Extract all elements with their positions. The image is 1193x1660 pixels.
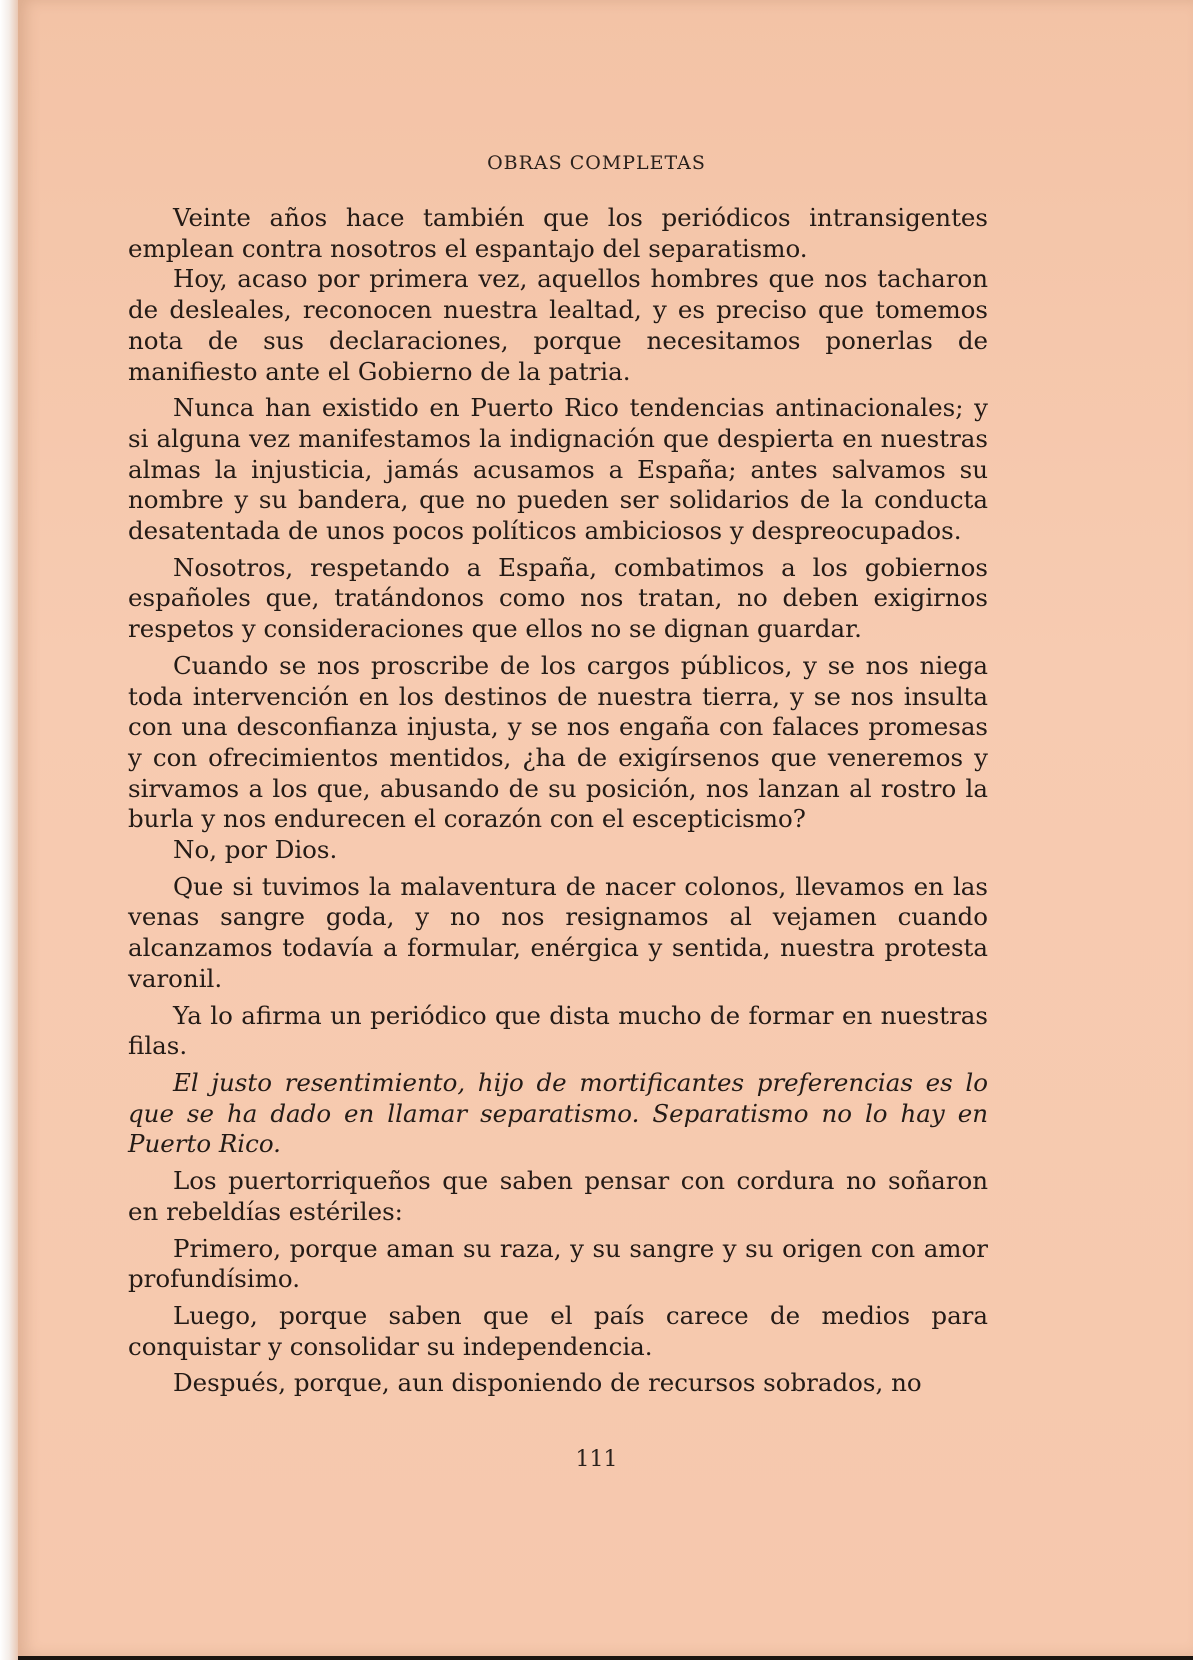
paragraph: Luego, porque saben que el país carece de medios para conquistar y consolidar su independencia. [128,1300,988,1361]
page-number: 111 [575,1447,618,1472]
paragraph: No, por Dios. [173,835,338,865]
paragraph: Nosotros, respetando a España, combatimos a los gobiernos españoles que, tratándonos como nos tratan, no deben exigirnos respetos y consideraciones que ellos no se dignan guardar. [128,552,988,644]
paragraph: Ya lo afirma un periódico que dista mucho de formar en nuestras filas. [128,1000,988,1061]
paragraph: Hoy, acaso por primera vez, aquellos hombres que nos tacharon de desleales, reconocen nuestra lealtad, y es preciso que tomemos nota de sus declaraciones, porque necesitamos ponerlas de manifiesto ante el Gobierno de la patria. [128,264,988,386]
paragraph: Primero, porque aman su raza, y su sangre y su origen con amor profundísimo. [128,1233,988,1294]
paragraph: Los puertorriqueños que saben pensar con cordura no soñaron en rebeldías estériles: [128,1166,988,1226]
paragraph: Nunca han existido en Puerto Rico tendencias antinacionales; y si alguna vez manifestamos la indignación que despierta en nuestras almas la injusticia, jamás acusamos a España; antes salvamos su nombre y su bandera, que no pueden ser solidarios de la conducta desatentada de unos pocos políticos ambiciosos y despreocupados. [128,393,988,546]
quoted-paragraph: El justo resentimiento, hijo de mortificantes preferencias es lo que se ha dado en llamar separatismo. Separatismo no lo hay en Puerto Rico. [128,1067,988,1159]
running-head: OBRAS COMPLETAS [487,152,706,174]
paragraph: Que si tuvimos la malaventura de nacer colonos, llevamos en las venas sangre goda, y no nos resignamos al vejamen cuando alcanzamos todavía a formular, enérgica y sentida, nuestra protesta varonil. [128,871,988,993]
paragraph: Veinte años hace también que los periódicos intransigentes emplean contra nosotros el espantajo del separatismo. [128,203,988,263]
paragraph: Cuando se nos proscribe de los cargos públicos, y se nos niega toda intervención en los destinos de nuestra tierra, y se nos insulta con una desconfianza injusta, y se nos engaña con falaces promesas y con ofrecimientos mentidos, ¿ha de exigírsenos que veneremos y sirvamos a los que, abusando de su posición, nos lanzan al rostro la burla y nos endurecen el corazón con el escepticismo? [128,650,988,834]
scan-edge [0,0,18,1660]
body-text [128,203,988,1399]
paragraph: Después, porque, aun disponiendo de recursos sobrados, no [173,1368,922,1398]
